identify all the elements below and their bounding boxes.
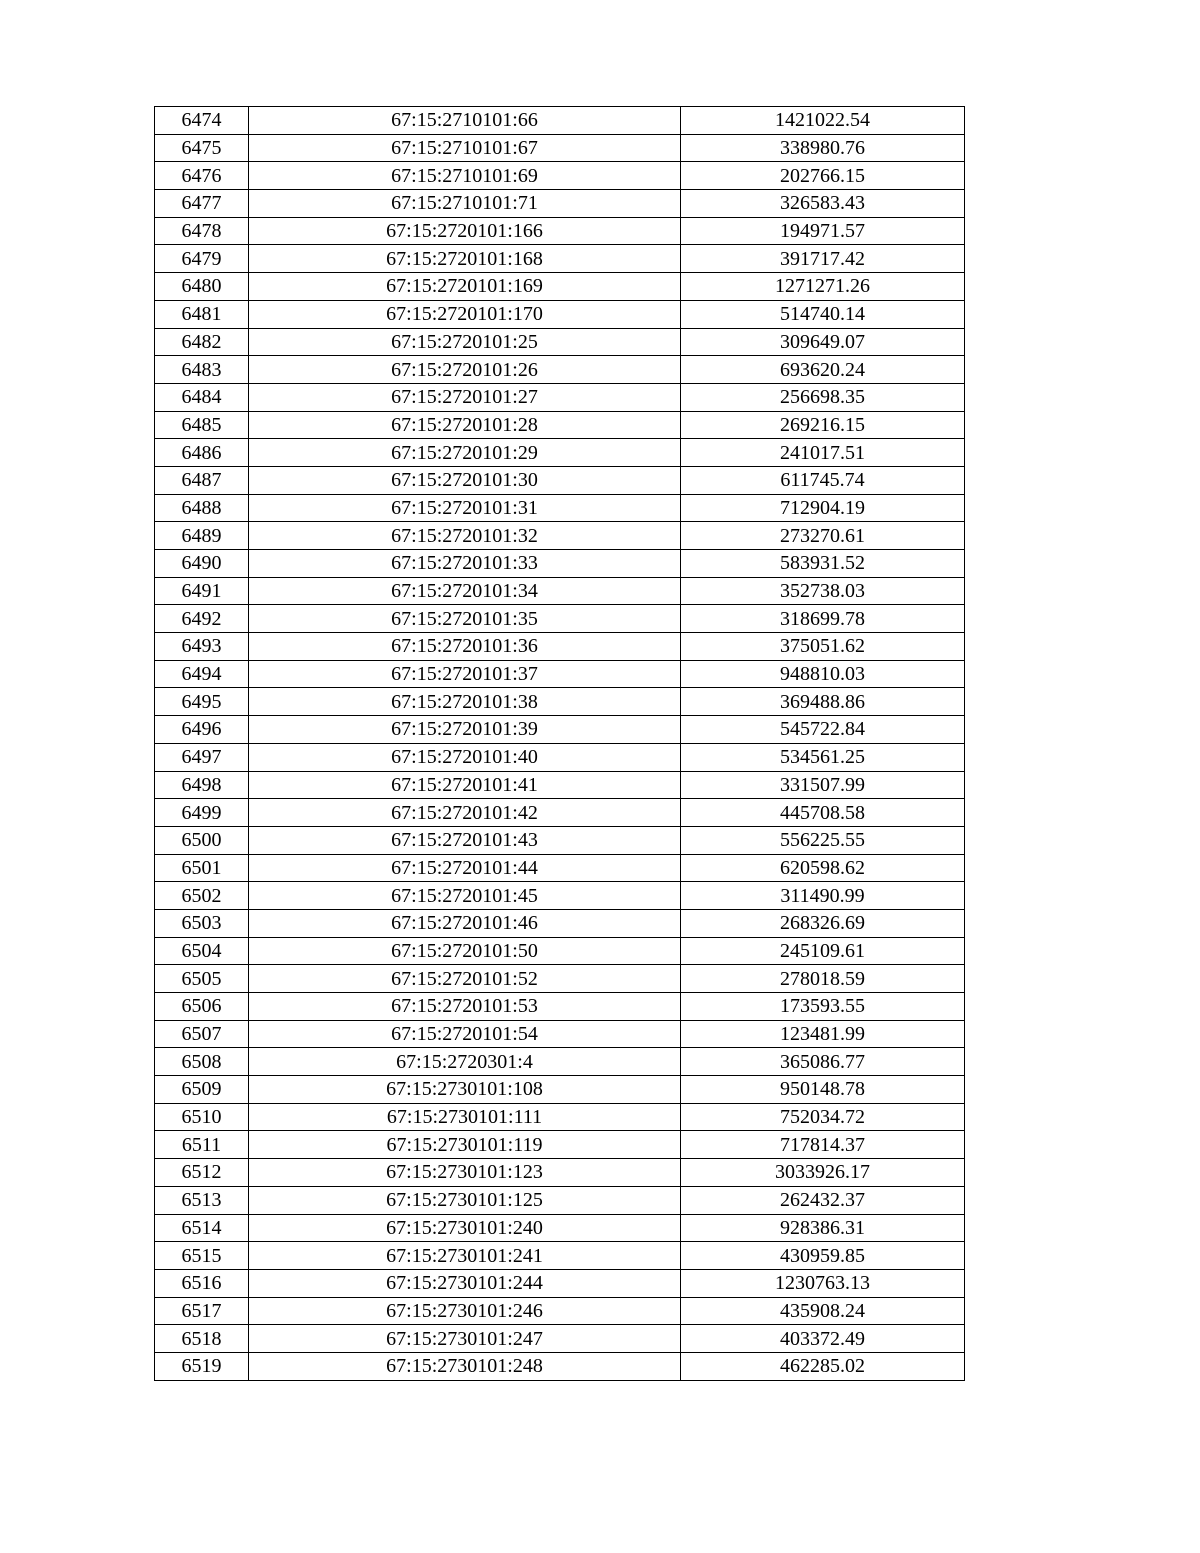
row-number-cell: 6475 [155, 134, 249, 162]
table-row [155, 826, 965, 854]
row-number-cell: 6505 [155, 965, 249, 993]
cadastral-number-cell: 67:15:2730101:111 [249, 1103, 681, 1131]
row-number-cell: 6478 [155, 217, 249, 245]
table-row [155, 1325, 965, 1353]
table-body [155, 107, 965, 1381]
cadastral-number-cell: 67:15:2730101:247 [249, 1325, 681, 1353]
table-row [155, 1242, 965, 1270]
value-cell: 256698.35 [681, 383, 965, 411]
table-row [155, 1048, 965, 1076]
value-cell: 717814.37 [681, 1131, 965, 1159]
table-row [155, 771, 965, 799]
row-number-cell: 6476 [155, 162, 249, 190]
row-number-cell: 6474 [155, 107, 249, 135]
row-number-cell: 6496 [155, 716, 249, 744]
value-cell: 245109.61 [681, 937, 965, 965]
value-cell: 430959.85 [681, 1242, 965, 1270]
row-number-cell: 6479 [155, 245, 249, 273]
value-cell: 123481.99 [681, 1020, 965, 1048]
cadastral-number-cell: 67:15:2730101:244 [249, 1269, 681, 1297]
cadastral-number-cell: 67:15:2720101:32 [249, 522, 681, 550]
row-number-cell: 6517 [155, 1297, 249, 1325]
table-row [155, 466, 965, 494]
value-cell: 620598.62 [681, 854, 965, 882]
table-row [155, 1020, 965, 1048]
row-number-cell: 6509 [155, 1076, 249, 1104]
cadastral-number-cell: 67:15:2720101:34 [249, 577, 681, 605]
row-number-cell: 6510 [155, 1103, 249, 1131]
value-cell: 948810.03 [681, 660, 965, 688]
row-number-cell: 6487 [155, 466, 249, 494]
table-row [155, 328, 965, 356]
table-row [155, 439, 965, 467]
table-row [155, 743, 965, 771]
value-cell: 352738.03 [681, 577, 965, 605]
value-cell: 950148.78 [681, 1076, 965, 1104]
cadastral-number-cell: 67:15:2710101:69 [249, 162, 681, 190]
value-cell: 693620.24 [681, 356, 965, 384]
value-cell: 611745.74 [681, 466, 965, 494]
cadastral-number-cell: 67:15:2720101:33 [249, 550, 681, 578]
table-row [155, 356, 965, 384]
table-row [155, 1076, 965, 1104]
value-cell: 545722.84 [681, 716, 965, 744]
cadastral-number-cell: 67:15:2720101:46 [249, 909, 681, 937]
row-number-cell: 6489 [155, 522, 249, 550]
row-number-cell: 6488 [155, 494, 249, 522]
cadastral-number-cell: 67:15:2720101:53 [249, 993, 681, 1021]
value-cell: 391717.42 [681, 245, 965, 273]
cadastral-number-cell: 67:15:2720101:40 [249, 743, 681, 771]
data-table [154, 106, 965, 1381]
value-cell: 435908.24 [681, 1297, 965, 1325]
table-row [155, 107, 965, 135]
row-number-cell: 6511 [155, 1131, 249, 1159]
value-cell: 194971.57 [681, 217, 965, 245]
table-row [155, 1214, 965, 1242]
value-cell: 403372.49 [681, 1325, 965, 1353]
row-number-cell: 6495 [155, 688, 249, 716]
cadastral-number-cell: 67:15:2720101:45 [249, 882, 681, 910]
value-cell: 173593.55 [681, 993, 965, 1021]
table-row [155, 909, 965, 937]
row-number-cell: 6512 [155, 1159, 249, 1187]
cadastral-number-cell: 67:15:2720101:36 [249, 633, 681, 661]
cadastral-number-cell: 67:15:2720101:30 [249, 466, 681, 494]
value-cell: 583931.52 [681, 550, 965, 578]
row-number-cell: 6490 [155, 550, 249, 578]
value-cell: 1230763.13 [681, 1269, 965, 1297]
table-row [155, 550, 965, 578]
cadastral-number-cell: 67:15:2720101:170 [249, 300, 681, 328]
table-row [155, 854, 965, 882]
table-row [155, 577, 965, 605]
value-cell: 1421022.54 [681, 107, 965, 135]
cadastral-number-cell: 67:15:2720101:25 [249, 328, 681, 356]
row-number-cell: 6498 [155, 771, 249, 799]
table-row [155, 605, 965, 633]
row-number-cell: 6515 [155, 1242, 249, 1270]
row-number-cell: 6503 [155, 909, 249, 937]
cadastral-number-cell: 67:15:2720101:54 [249, 1020, 681, 1048]
cadastral-number-cell: 67:15:2710101:67 [249, 134, 681, 162]
row-number-cell: 6484 [155, 383, 249, 411]
table-row [155, 494, 965, 522]
cadastral-number-cell: 67:15:2720101:44 [249, 854, 681, 882]
cadastral-number-cell: 67:15:2720101:28 [249, 411, 681, 439]
table-row [155, 134, 965, 162]
row-number-cell: 6482 [155, 328, 249, 356]
row-number-cell: 6494 [155, 660, 249, 688]
cadastral-number-cell: 67:15:2720101:29 [249, 439, 681, 467]
value-cell: 202766.15 [681, 162, 965, 190]
value-cell: 752034.72 [681, 1103, 965, 1131]
cadastral-number-cell: 67:15:2720101:35 [249, 605, 681, 633]
cadastral-number-cell: 67:15:2720101:43 [249, 826, 681, 854]
value-cell: 278018.59 [681, 965, 965, 993]
value-cell: 534561.25 [681, 743, 965, 771]
row-number-cell: 6486 [155, 439, 249, 467]
value-cell: 462285.02 [681, 1352, 965, 1380]
table-row [155, 245, 965, 273]
row-number-cell: 6519 [155, 1352, 249, 1380]
row-number-cell: 6493 [155, 633, 249, 661]
cadastral-number-cell: 67:15:2730101:246 [249, 1297, 681, 1325]
cadastral-number-cell: 67:15:2710101:71 [249, 190, 681, 218]
cadastral-number-cell: 67:15:2720101:39 [249, 716, 681, 744]
cadastral-number-cell: 67:15:2720101:41 [249, 771, 681, 799]
table-row [155, 688, 965, 716]
cadastral-number-cell: 67:15:2720101:27 [249, 383, 681, 411]
value-cell: 273270.61 [681, 522, 965, 550]
cadastral-number-cell: 67:15:2720101:38 [249, 688, 681, 716]
row-number-cell: 6497 [155, 743, 249, 771]
table-row [155, 273, 965, 301]
value-cell: 268326.69 [681, 909, 965, 937]
cadastral-number-cell: 67:15:2720301:4 [249, 1048, 681, 1076]
row-number-cell: 6508 [155, 1048, 249, 1076]
value-cell: 375051.62 [681, 633, 965, 661]
value-cell: 241017.51 [681, 439, 965, 467]
value-cell: 318699.78 [681, 605, 965, 633]
value-cell: 445708.58 [681, 799, 965, 827]
value-cell: 928386.31 [681, 1214, 965, 1242]
cadastral-number-cell: 67:15:2720101:169 [249, 273, 681, 301]
table-row [155, 1352, 965, 1380]
row-number-cell: 6507 [155, 1020, 249, 1048]
table-row [155, 300, 965, 328]
table-row [155, 1131, 965, 1159]
value-cell: 269216.15 [681, 411, 965, 439]
table-row [155, 1269, 965, 1297]
row-number-cell: 6500 [155, 826, 249, 854]
value-cell: 338980.76 [681, 134, 965, 162]
table-row [155, 411, 965, 439]
table-row [155, 522, 965, 550]
table-row [155, 799, 965, 827]
value-cell: 365086.77 [681, 1048, 965, 1076]
value-cell: 369488.86 [681, 688, 965, 716]
table-row [155, 716, 965, 744]
table-row [155, 1297, 965, 1325]
row-number-cell: 6477 [155, 190, 249, 218]
cadastral-number-cell: 67:15:2720101:50 [249, 937, 681, 965]
cadastral-number-cell: 67:15:2730101:125 [249, 1186, 681, 1214]
row-number-cell: 6506 [155, 993, 249, 1021]
value-cell: 712904.19 [681, 494, 965, 522]
table-row [155, 965, 965, 993]
value-cell: 262432.37 [681, 1186, 965, 1214]
cadastral-number-cell: 67:15:2720101:52 [249, 965, 681, 993]
table-row [155, 217, 965, 245]
cadastral-number-cell: 67:15:2730101:248 [249, 1352, 681, 1380]
table-row [155, 1103, 965, 1131]
row-number-cell: 6501 [155, 854, 249, 882]
cadastral-number-cell: 67:15:2730101:241 [249, 1242, 681, 1270]
cadastral-number-cell: 67:15:2720101:42 [249, 799, 681, 827]
cadastral-number-cell: 67:15:2730101:108 [249, 1076, 681, 1104]
cadastral-number-cell: 67:15:2730101:119 [249, 1131, 681, 1159]
table-row [155, 190, 965, 218]
row-number-cell: 6518 [155, 1325, 249, 1353]
row-number-cell: 6499 [155, 799, 249, 827]
value-cell: 309649.07 [681, 328, 965, 356]
cadastral-number-cell: 67:15:2720101:37 [249, 660, 681, 688]
value-cell: 326583.43 [681, 190, 965, 218]
cadastral-number-cell: 67:15:2720101:26 [249, 356, 681, 384]
cadastral-number-cell: 67:15:2720101:31 [249, 494, 681, 522]
row-number-cell: 6491 [155, 577, 249, 605]
cadastral-number-cell: 67:15:2730101:240 [249, 1214, 681, 1242]
row-number-cell: 6485 [155, 411, 249, 439]
row-number-cell: 6483 [155, 356, 249, 384]
value-cell: 1271271.26 [681, 273, 965, 301]
row-number-cell: 6513 [155, 1186, 249, 1214]
table-row [155, 383, 965, 411]
row-number-cell: 6481 [155, 300, 249, 328]
value-cell: 3033926.17 [681, 1159, 965, 1187]
row-number-cell: 6514 [155, 1214, 249, 1242]
value-cell: 514740.14 [681, 300, 965, 328]
row-number-cell: 6480 [155, 273, 249, 301]
cadastral-number-cell: 67:15:2730101:123 [249, 1159, 681, 1187]
value-cell: 331507.99 [681, 771, 965, 799]
value-cell: 556225.55 [681, 826, 965, 854]
row-number-cell: 6492 [155, 605, 249, 633]
table-row [155, 993, 965, 1021]
table-row [155, 882, 965, 910]
cadastral-number-cell: 67:15:2720101:166 [249, 217, 681, 245]
row-number-cell: 6502 [155, 882, 249, 910]
table-row [155, 633, 965, 661]
table-row [155, 1159, 965, 1187]
row-number-cell: 6504 [155, 937, 249, 965]
table-row [155, 162, 965, 190]
cadastral-number-cell: 67:15:2710101:66 [249, 107, 681, 135]
value-cell: 311490.99 [681, 882, 965, 910]
table-row [155, 937, 965, 965]
row-number-cell: 6516 [155, 1269, 249, 1297]
cadastral-number-cell: 67:15:2720101:168 [249, 245, 681, 273]
table-row [155, 660, 965, 688]
table-row [155, 1186, 965, 1214]
